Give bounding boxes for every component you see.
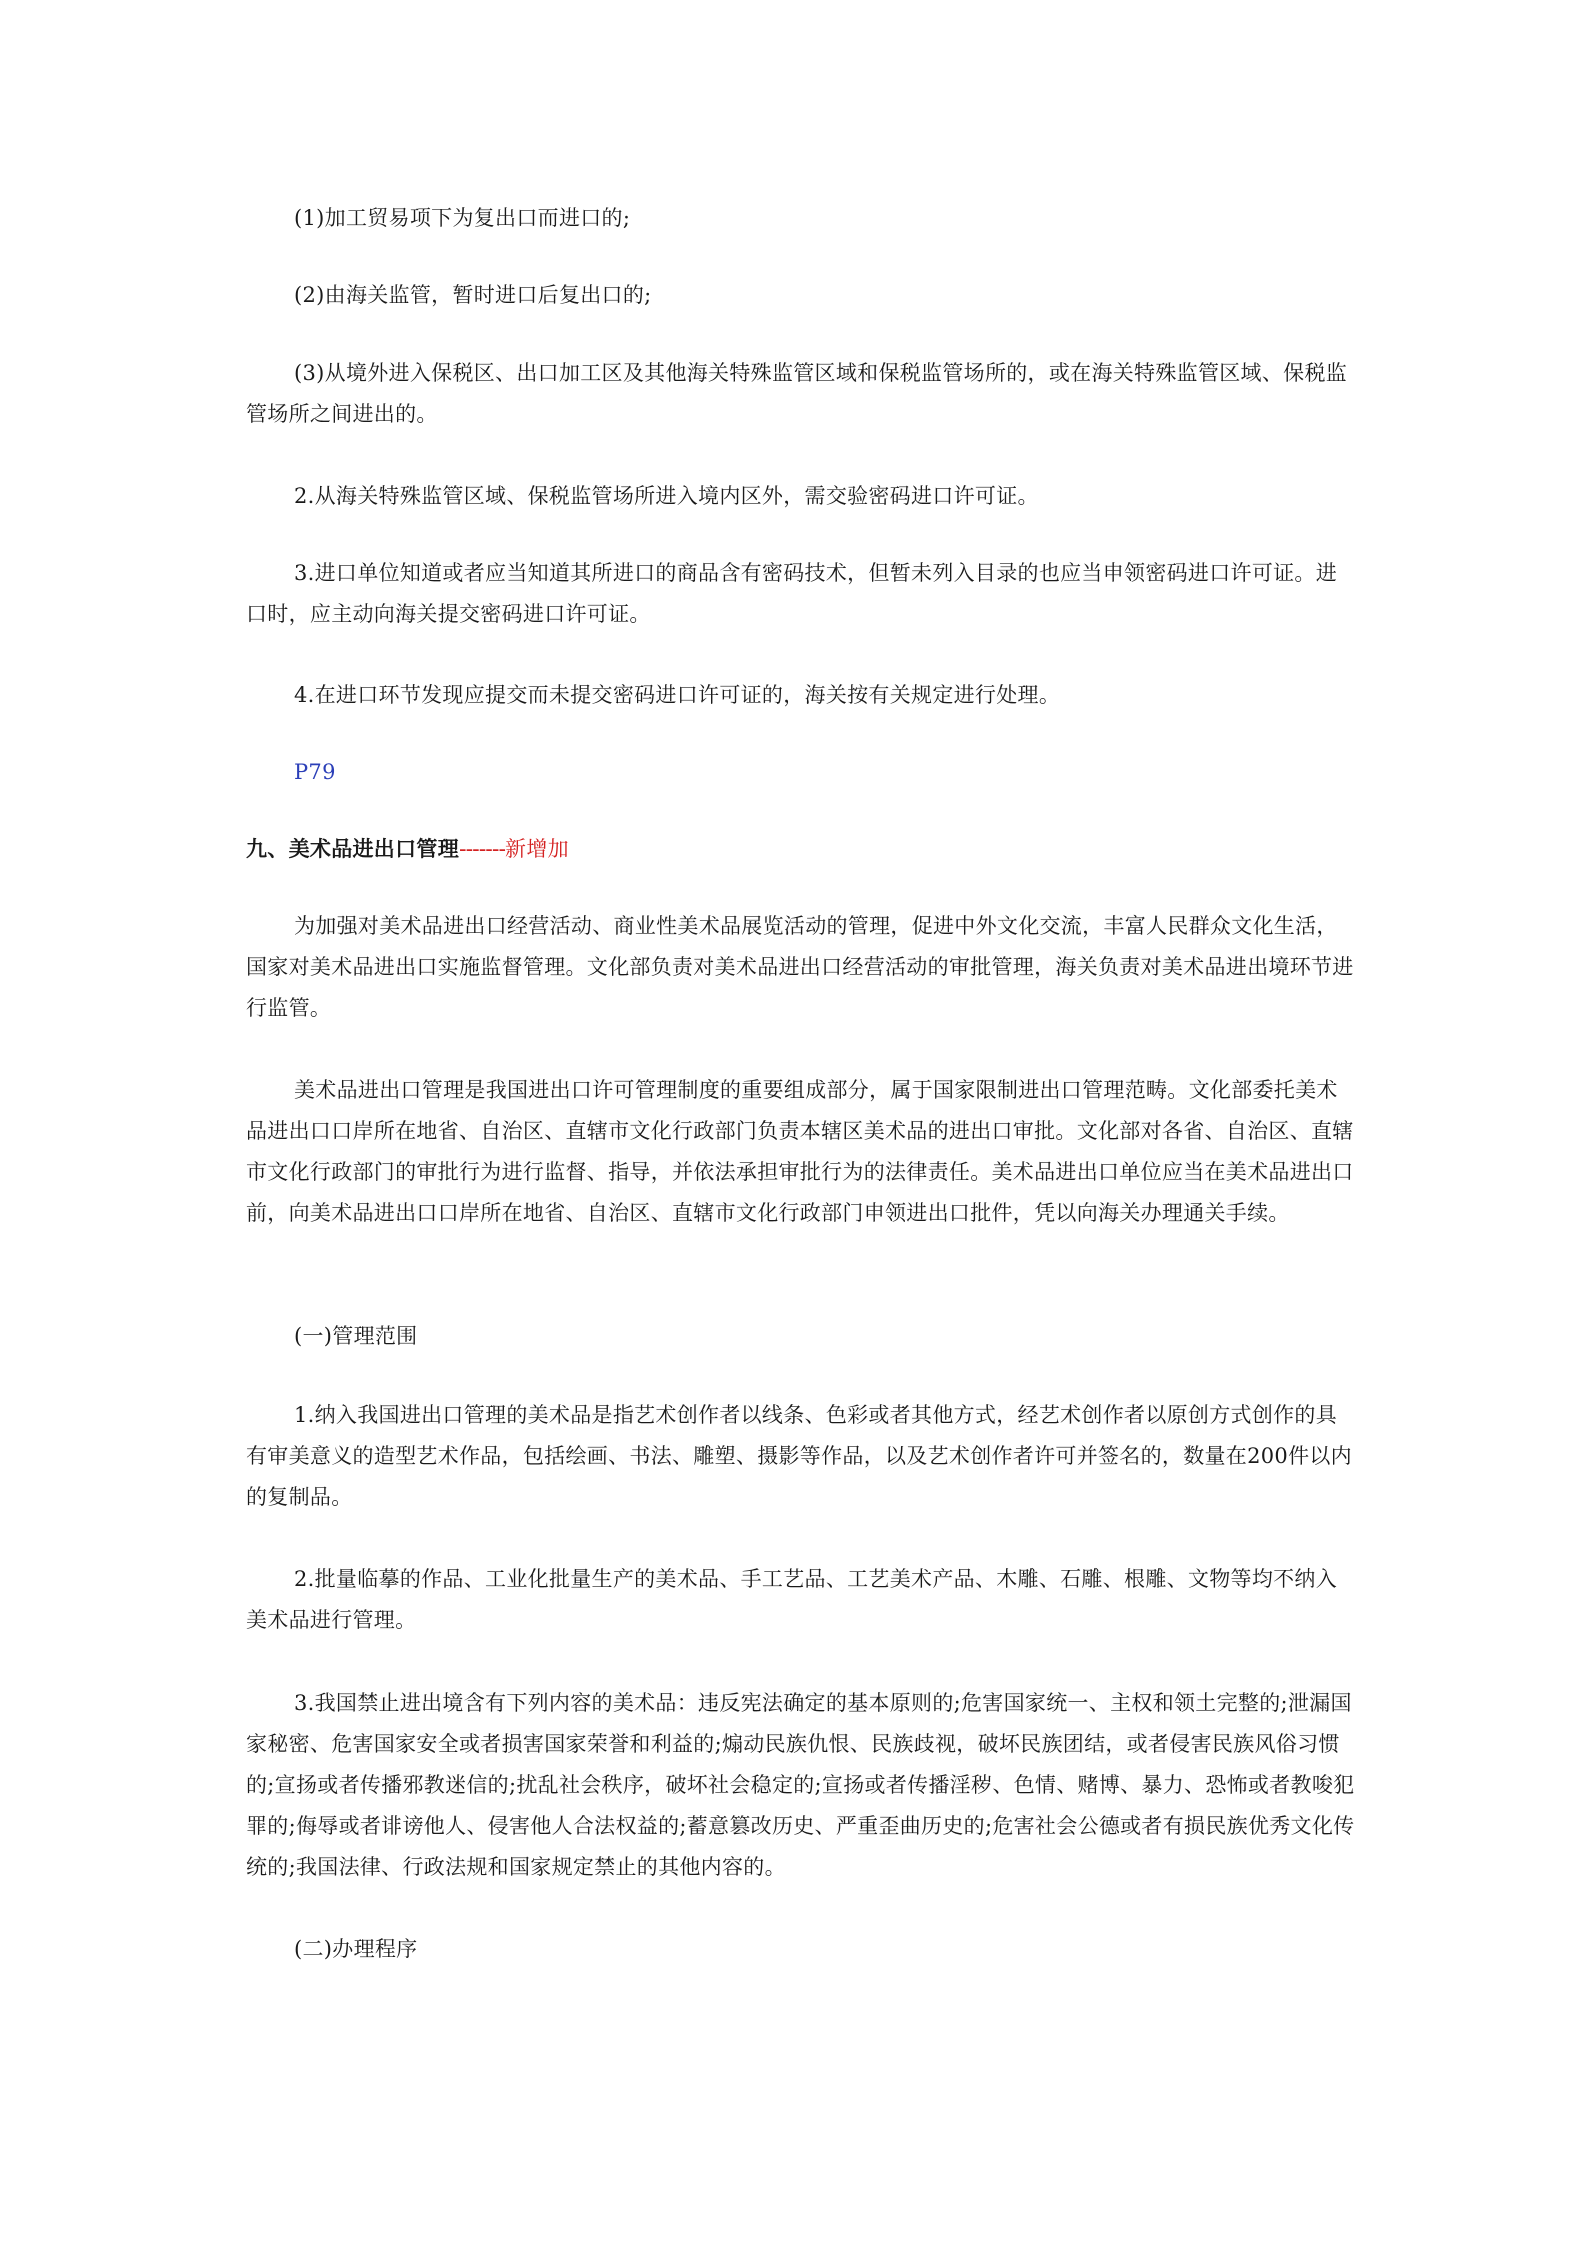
subsection-heading: (二)办理程序 (294, 1937, 418, 1961)
subsection-heading: (一)管理范围 (294, 1324, 418, 1348)
section-heading (246, 829, 1356, 870)
list-item: 4.在进口环节发现应提交而未提交密码进口许可证的，海关按有关规定进行处理。 (294, 683, 1061, 707)
list-item: 3.进口单位知道或者应当知道其所进口的商品含有密码技术，但暂未列入目录的也应当申领密码进口许可证。进口时，应主动向海关提交密码进口许可证。 (246, 561, 1338, 626)
body-paragraph: 美术品进出口管理是我国进出口许可管理制度的重要组成部分，属于国家限制进出口管理范畴。文化部委托美术品进出口口岸所在地省、自治区、直辖市文化行政部门负责本辖区美术品的进出口审批。文化部对各省、自治区、直辖市文化行政部门的审批行为进行监督、指导，并依法承担审批行为的法律责任。美术品进出口单位应当在美术品进出口前，向美术品进出口口岸所在地省、自治区、直辖市文化行政部门申领进出口批件，凭以向海关办理通关手续。 (246, 1078, 1354, 1225)
section-note: 新增加 (505, 837, 569, 861)
page-reference: P79 (294, 760, 336, 784)
list-item: (1)加工贸易项下为复出口而进口的; (294, 206, 631, 230)
section-title: 九、美术品进出口管理 (246, 837, 459, 861)
list-item: 3.我国禁止进出境含有下列内容的美术品：违反宪法确定的基本原则的;危害国家统一、主权和领土完整的;泄漏国家秘密、危害国家安全或者损害国家荣誉和利益的;煽动民族仇恨、民族歧视，破坏民族团结，或者侵害民族风俗习惯的;宣扬或者传播邪教迷信的;扰乱社会秩序，破坏社会稳定的;宣扬或者传播淫秽、色情、赌博、暴力、恐怖或者教唆犯罪的;侮辱或者诽谤他人、侵害他人合法权益的;蓄意篡改历史、严重歪曲历史的;危害社会公德或者有损民族优秀文化传统的;我国法律、行政法规和国家规定禁止的其他内容的。 (246, 1691, 1355, 1879)
section-dashes: ------- (459, 837, 506, 861)
list-item: (2)由海关监管，暂时进口后复出口的; (294, 283, 652, 307)
list-item: 2.批量临摹的作品、工业化批量生产的美术品、手工艺品、工艺美术产品、木雕、石雕、根雕、文物等均不纳入美术品进行管理。 (246, 1567, 1338, 1632)
list-item: 1.纳入我国进出口管理的美术品是指艺术创作者以线条、色彩或者其他方式，经艺术创作者以原创方式创作的具有审美意义的造型艺术作品，包括绘画、书法、雕塑、摄影等作品，以及艺术创作者许可并签名的，数量在200件以内的复制品。 (246, 1403, 1352, 1509)
list-item: 2.从海关特殊监管区域、保税监管场所进入境内区外，需交验密码进口许可证。 (294, 484, 1039, 508)
list-item: (3)从境外进入保税区、出口加工区及其他海关特殊监管区域和保税监管场所的，或在海关特殊监管区域、保税监管场所之间进出的。 (246, 361, 1348, 426)
body-paragraph: 为加强对美术品进出口经营活动、商业性美术品展览活动的管理，促进中外文化交流，丰富人民群众文化生活，国家对美术品进出口实施监督管理。文化部负责对美术品进出口经营活动的审批管理，海关负责对美术品进出境环节进行监管。 (246, 914, 1354, 1020)
